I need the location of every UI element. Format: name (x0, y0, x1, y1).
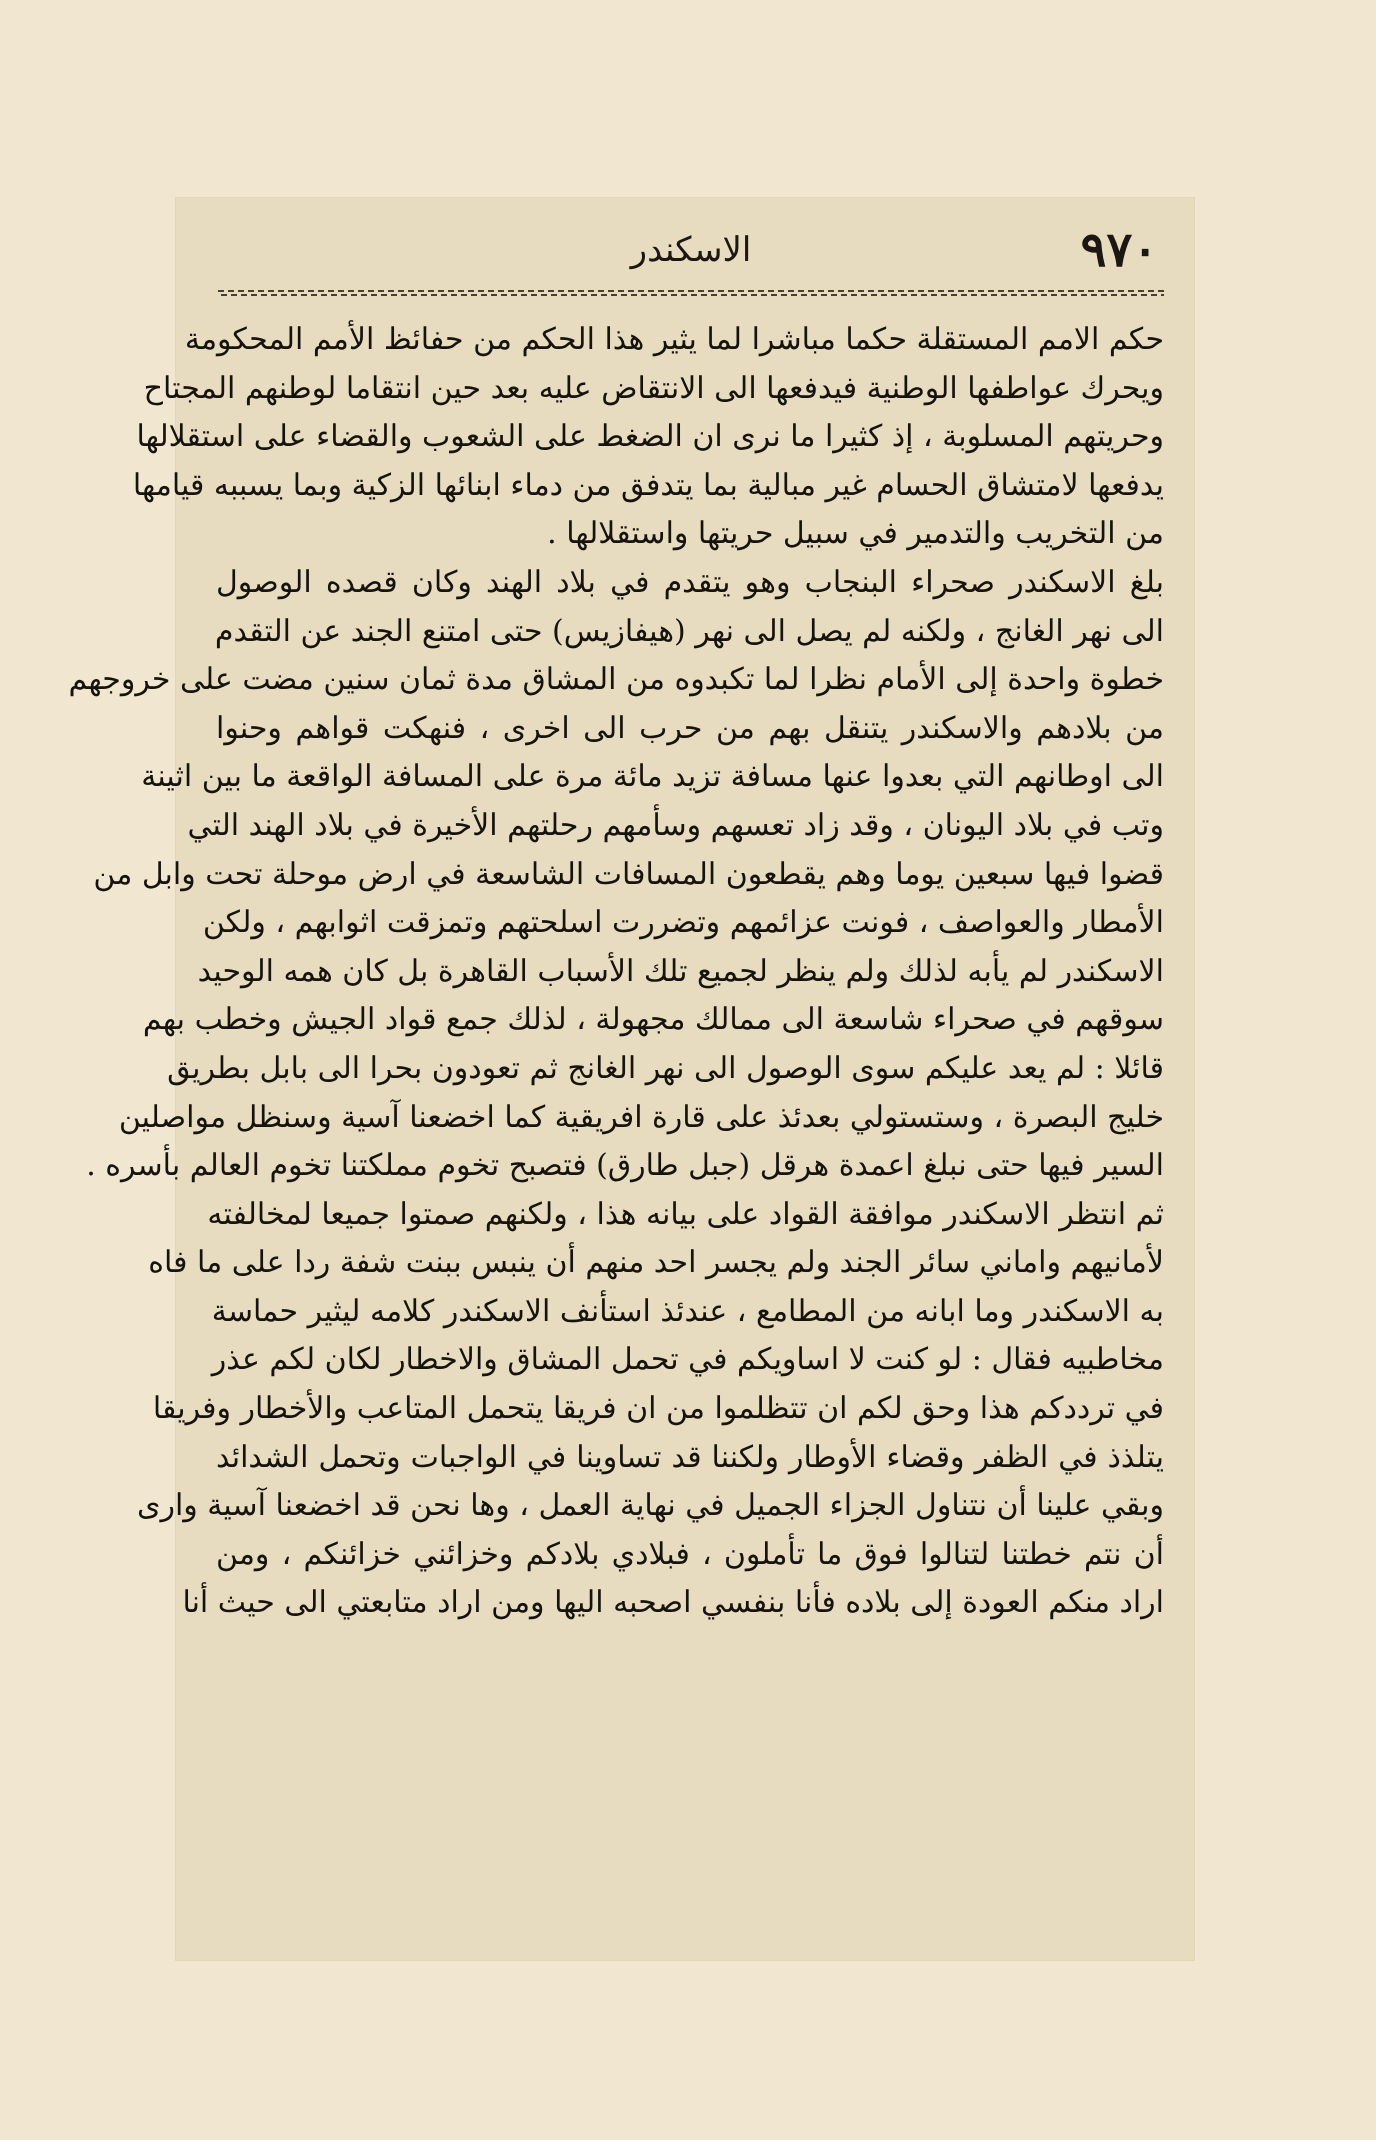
page-number: ٩٧٠ (1080, 222, 1158, 278)
text-line: يتلذذ في الظفر وقضاء الأوطار ولكننا قد تساوينا في الواجبات وتحمل الشدائد (216, 1439, 1164, 1475)
text-line: السير فيها حتى نبلغ اعمدة هرقل (جبل طارق) فتصبح تخوم مملكتنا تخوم العالم بأسره . (86, 1148, 1164, 1184)
text-line: في ترددكم هذا وحق لكم ان تتظلموا من ان فريقا يتحمل المتاعب والأخطار وفريقا (152, 1391, 1164, 1427)
text-line: الى نهر الغانج ، ولكنه لم يصل الى نهر (هيفازيس) حتى امتنع الجند عن التقدم (214, 613, 1164, 649)
text-line: يدفعها لامتشاق الحسام غير مبالية بما يتدفق من دماء ابنائها الزكية وبما يسببه قيامها (132, 467, 1164, 503)
text-line: الأمطار والعواصف ، فونت عزائمهم وتضررت اسلحتهم وتمزقت اثوابهم ، ولكن (202, 905, 1164, 941)
text-line: حكم الامم المستقلة حكما مباشرا لما يثير هذا الحكم من حفائظ الأمم المحكومة (184, 322, 1164, 357)
text-line: قضوا فيها سبعين يوما وهم يقطعون المسافات الشاسعة في ارض موحلة تحت وابل من (93, 856, 1164, 892)
text-line: من التخريب والتدمير في سبيل حريتها واستقلالها . (547, 516, 1164, 552)
text-line: من بلادهم والاسكندر يتنقل بهم من حرب الى اخرى ، فنهكت قواهم وحنوا (216, 710, 1164, 746)
text-line: مخاطبيه فقال : لو كنت لا اساويكم في تحمل المشاق والاخطار لكان لكم عذر (211, 1342, 1164, 1378)
text-line: به الاسكندر وما ابانه من المطامع ، عندئذ استأنف الاسكندر كلامه ليثير حماسة (211, 1293, 1164, 1329)
page-header (224, 220, 1158, 280)
text-line: ثم انتظر الاسكندر موافقة القواد على بيانه هذا ، ولكنهم صمتوا جميعا لمخالفته (207, 1196, 1164, 1232)
body-text (68, 316, 1164, 1628)
running-title: الاسكندر (630, 230, 752, 270)
header-divider (218, 290, 1164, 298)
text-line: ويحرك عواطفها الوطنية فيدفعها الى الانتقاض عليه بعد حين انتقاما لوطنهم المجتاح (143, 370, 1164, 406)
text-line: خطوة واحدة إلى الأمام نظرا لما تكبدوه من المشاق مدة ثمان سنين مضت على خروجهم (68, 662, 1164, 698)
text-line: اراد منكم العودة إلى بلاده فأنا بنفسي اصحبه اليها ومن اراد متابعتي الى حيث أنا (182, 1585, 1164, 1621)
text-line: الى اوطانهم التي بعدوا عنها مسافة تزيد مائة مرة على المسافة الواقعة ما بين اثينة (141, 759, 1164, 795)
text-line: لأمانيهم واماني سائر الجند ولم يجسر احد منهم أن ينبس ببنت شفة ردا على ما فاه (148, 1245, 1164, 1281)
text-line: وتب في بلاد اليونان ، وقد زاد تعسهم وسأمهم رحلتهم الأخيرة في بلاد الهند التي (187, 807, 1164, 843)
text-line: وبقي علينا أن نتناول الجزاء الجميل في نهاية العمل ، وها نحن قد اخضعنا آسية وارى (136, 1488, 1164, 1524)
text-line: أن نتم خطتنا لتنالوا فوق ما تأملون ، فبلادي بلادكم وخزائني خزائنكم ، ومن (216, 1536, 1164, 1572)
text-line: قائلا : لم يعد عليكم سوى الوصول الى نهر الغانج ثم تعودون بحرا الى بابل بطريق (167, 1050, 1164, 1086)
text-line: سوقهم في صحراء شاسعة الى ممالك مجهولة ، لذلك جمع قواد الجيش وخطب بهم (142, 1002, 1164, 1038)
text-line: بلغ الاسكندر صحراء البنجاب وهو يتقدم في بلاد الهند وكان قصده الوصول (216, 564, 1164, 600)
text-line: خليج البصرة ، وستستولي بعدئذ على قارة افريقية كما اخضعنا آسية وسنظل مواصلين (118, 1099, 1164, 1135)
text-line: وحريتهم المسلوبة ، إذ كثيرا ما نرى ان الضغط على الشعوب والقضاء على استقلالها (136, 419, 1164, 455)
text-line: الاسكندر لم يأبه لذلك ولم ينظر لجميع تلك الأسباب القاهرة بل كان همه الوحيد (197, 953, 1164, 989)
book-page (68, 198, 1194, 1960)
